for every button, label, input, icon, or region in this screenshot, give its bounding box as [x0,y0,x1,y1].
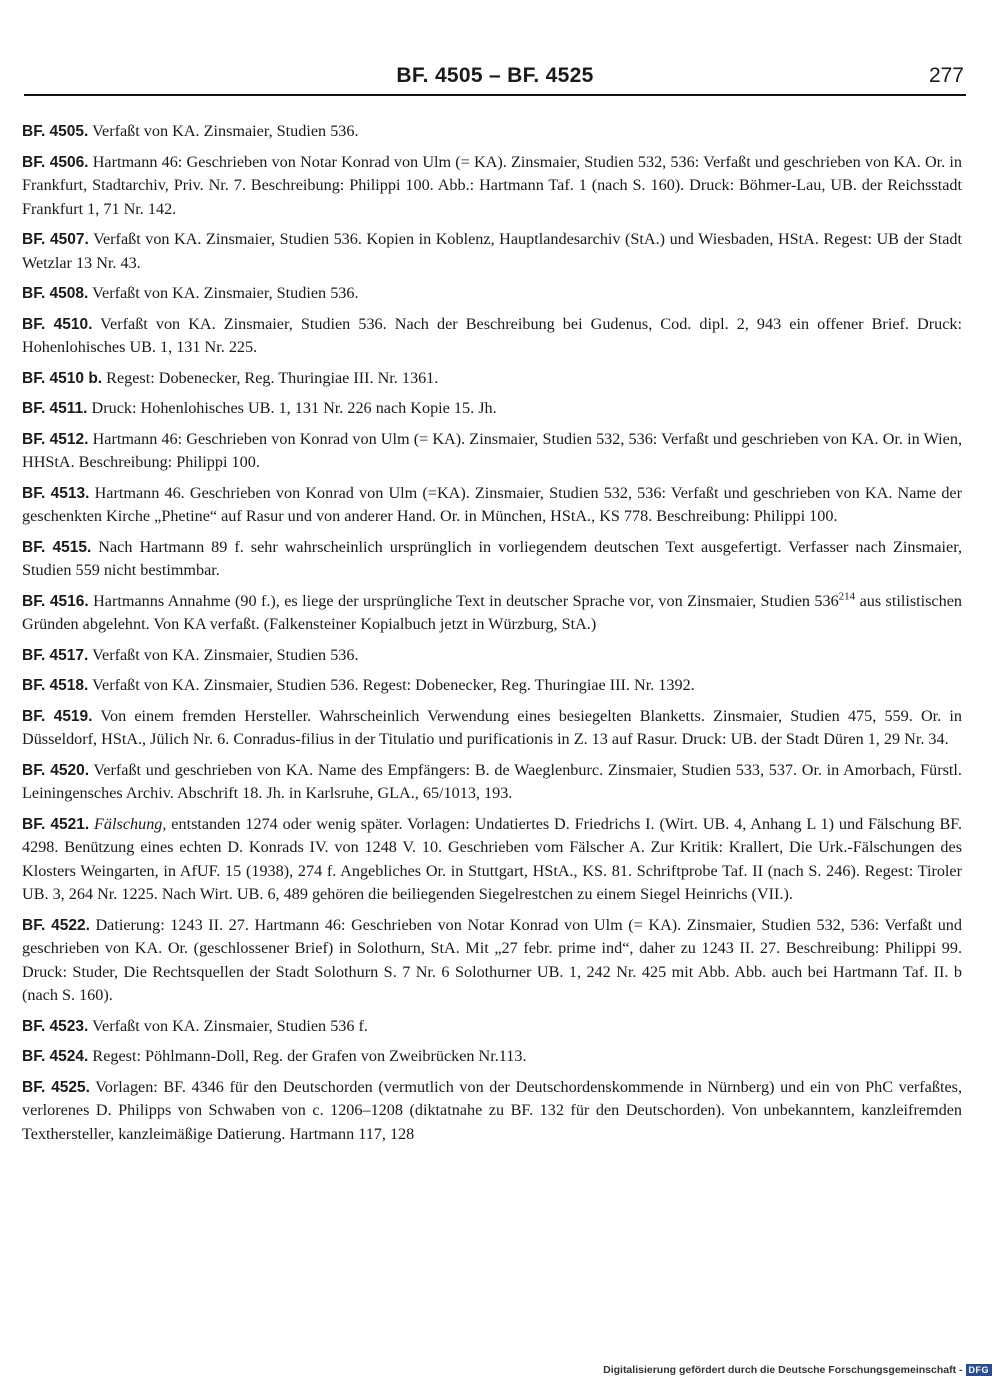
entry-4519 [22,705,962,752]
entry-text: Vorlagen: BF. 4346 für den Deutschorden (vermutlich von der Deutschordenskommende in Nürnberg) und ein von PhC verfaßtes, verlorenes D. Philipps von Schwaben von c. 1206–1208 (diktatnahe zu BF. 132 für den Deutschorden). Von unbekanntem, kanzleifremden Texthersteller, kanzleimäßige Datierung. Hartmann 117, 128 [22,1077,962,1143]
entry-4507 [22,228,962,275]
entry-number: BF. 4521. [22,815,90,833]
entry-number: BF. 4508. [22,285,89,302]
entry-4510 [22,313,962,360]
entry-4510b [22,367,962,391]
entry-4508 [22,282,962,306]
entry-number: BF. 4524. [22,1048,89,1065]
entry-text: Verfaßt von KA. Zinsmaier, Studien 536. [92,284,359,302]
entry-4522 [22,914,962,1008]
entry-italic: Fälschung, [94,814,167,833]
entry-text-cont: aus stilistischen Gründen abgelehnt. Von KA verfaßt. (Falkensteiner Kopialbuch jetzt in Würzburg, StA.) [22,591,962,633]
entry-text: Verfaßt von KA. Zinsmaier, Studien 536. Nach der Beschreibung bei Gudenus, Cod. dipl. 2, 943 ein offener Brief. Druck: Hohenlohisches UB. 1, 131 Nr. 225. [22,314,962,356]
dfg-logo: DFG [966,1364,993,1376]
entry-4506 [22,151,962,222]
entry-number: BF. 4510. [22,315,93,333]
entry-text: Verfaßt von KA. Zinsmaier, Studien 536. [92,645,359,664]
footnote-ref: 214 [838,590,856,603]
entry-text: Hartmanns Annahme (90 f.), es liege der ursprüngliche Text in deutscher Sprache vor, von Zinsmaier, Studien 536 [93,591,839,610]
entry-text: Hartmann 46: Geschrieben von Notar Konrad von Ulm (= KA). Zinsmaier, Studien 532, 536: Verfaßt und geschrieben von KA. Or. in Frankfurt, Stadtarchiv, Priv. Nr. 7. Beschreibung: Philippi 100. Abb.: Hartmann Taf. 1 (nach S. 160). Druck: Böhmer-Lau, UB. der Reichsstadt Frankfurt 1, 71 Nr. 142. [22,152,962,218]
entry-4524 [22,1045,962,1069]
entry-4516 [22,590,962,637]
entry-text: Verfaßt von KA. Zinsmaier, Studien 536. Kopien in Koblenz, Hauptlandesarchiv (StA.) und Wiesbaden, HStA. Regest: UB der Stadt Wetzlar 13 Nr. 43. [22,230,962,272]
footer-credit: Digitalisierung gefördert durch die Deutsche Forschungsgemeinschaft - [603,1364,963,1376]
entry-4511 [22,397,962,421]
entry-text: Datierung: 1243 II. 27. Hartmann 46: Geschrieben von Notar Konrad von Ulm (= KA). Zinsmaier, Studien 532, 536: Verfaßt und geschrieben von KA. Or. (geschlossener Brief) in Solothurn, StA. Mit „27 febr. prime ind“, daher zu 1243 II. 27. Beschreibung: Philippi 99. Druck: Studer, Die Rechtsquellen der Stadt Solothurn S. 7 Nr. 6 Solothurner UB. 1, 242 Nr. 425 mit Abb. Abb. auch bei Hartmann Taf. II. b (nach S. 160). [22,915,962,1004]
entry-number: BF. 4522. [22,916,90,934]
entry-text: Verfaßt von KA. Zinsmaier, Studien 536 f. [92,1016,368,1035]
entry-text: Verfaßt von KA. Zinsmaier, Studien 536. Regest: Dobenecker, Reg. Thuringiae III. Nr. 1392. [92,676,695,694]
entry-number: BF. 4525. [22,1078,90,1096]
entry-text: Verfaßt von KA. Zinsmaier, Studien 536. [92,122,359,140]
entry-number: BF. 4505. [22,123,89,140]
entry-4518 [22,674,962,698]
entry-number: BF. 4506. [22,153,89,171]
entry-number: BF. 4523. [22,1017,89,1035]
page-title: BF. 4505 – BF. 4525 [396,64,594,87]
entry-text: entstanden 1274 oder wenig später. Vorlagen: Undatiertes D. Friedrichs I. (Wirt. UB. 4, Anhang L 1) und Fälschung BF. 4298. Benützung eines echten D. Konrads IV. von 1248 V. 10. Geschrieben vom Fälscher A. Zur Kritik: Krallert, Die Urk.-Fälschungen des Klosters Weingarten, in AfUF. 15 (1938), 274 f. Angebliches Or. in Stuttgart, HStA., KS. 81. Schriftprobe Taf. II (nach S. 246). Regest: Tiroler UB. 3, 264 Nr. 1225. Nach Wirt. UB. 6, 489 gehören die beiliegenden Siegelrestchen zu einem Siegel Heinrichs (VII.). [22,814,963,903]
page-header [24,60,966,96]
entry-list [22,120,962,1153]
footer [603,1364,992,1376]
entry-text: Regest: Pöhlmann-Doll, Reg. der Grafen von Zweibrücken Nr.113. [92,1047,527,1065]
entry-number: BF. 4512. [22,430,89,448]
entry-4523 [22,1015,962,1039]
entry-4515 [22,536,962,583]
entry-4517 [22,644,962,668]
entry-text: Regest: Dobenecker, Reg. Thuringiae III. Nr. 1361. [106,368,439,387]
entry-number: BF. 4518. [22,677,89,694]
entry-4521 [22,813,962,907]
entry-4512 [22,428,962,475]
entry-4520 [22,759,962,806]
page-number: 277 [928,64,964,87]
entry-text: Von einem fremden Hersteller. Wahrscheinlich Verwendung eines besiegelten Blanketts. Zinsmaier, Studien 475, 559. Or. in Düsseldorf, HStA., Jülich Nr. 6. Conradus-filius in der Titulatio und purificationis in Z. 13 auf Rasur. Druck: UB. der Stadt Düren 1, 29 Nr. 34. [22,706,962,748]
entry-number: BF. 4520. [22,761,89,779]
entry-text: Verfaßt und geschrieben von KA. Name des Empfängers: B. de Waeglenburc. Zinsmaier, Studien 533, 537. Or. in Amorbach, Fürstl. Leiningensches Archiv. Abschrift 18. Jh. in Karlsruhe, GLA., 65/1013, 193. [22,760,962,802]
entry-text: Druck: Hohenlohisches UB. 1, 131 Nr. 226 nach Kopie 15. Jh. [91,399,497,417]
entry-number: BF. 4517. [22,646,89,664]
entry-text: Hartmann 46: Geschrieben von Konrad von Ulm (= KA). Zinsmaier, Studien 532, 536: Verfaßt und geschrieben von KA. Or. in Wien, HHStA. Beschreibung: Philippi 100. [22,429,962,471]
entry-number: BF. 4516. [22,592,89,610]
entry-text: Nach Hartmann 89 f. sehr wahrscheinlich ursprünglich in vorliegendem deutschen Text ausgefertigt. Verfasser nach Zinsmaier, Studien 559 nicht bestimmbar. [22,537,962,579]
entry-text: Hartmann 46. Geschrieben von Konrad von Ulm (=KA). Zinsmaier, Studien 532, 536: Verfaßt und geschrieben von KA. Name der geschenkten Kirche „Phetine“ auf Rasur und von anderer Hand. Or. in München, HStA., KS 778. Beschreibung: Philippi 100. [22,483,962,525]
entry-4513 [22,482,962,529]
entry-4525 [22,1076,962,1147]
entry-4505 [22,120,962,144]
entry-number: BF. 4511. [22,400,88,417]
entry-number: BF. 4515. [22,538,92,556]
entry-number: BF. 4513. [22,484,90,502]
entry-number: BF. 4510 b. [22,369,103,387]
entry-number: BF. 4507. [22,231,89,248]
entry-number: BF. 4519. [22,707,93,725]
